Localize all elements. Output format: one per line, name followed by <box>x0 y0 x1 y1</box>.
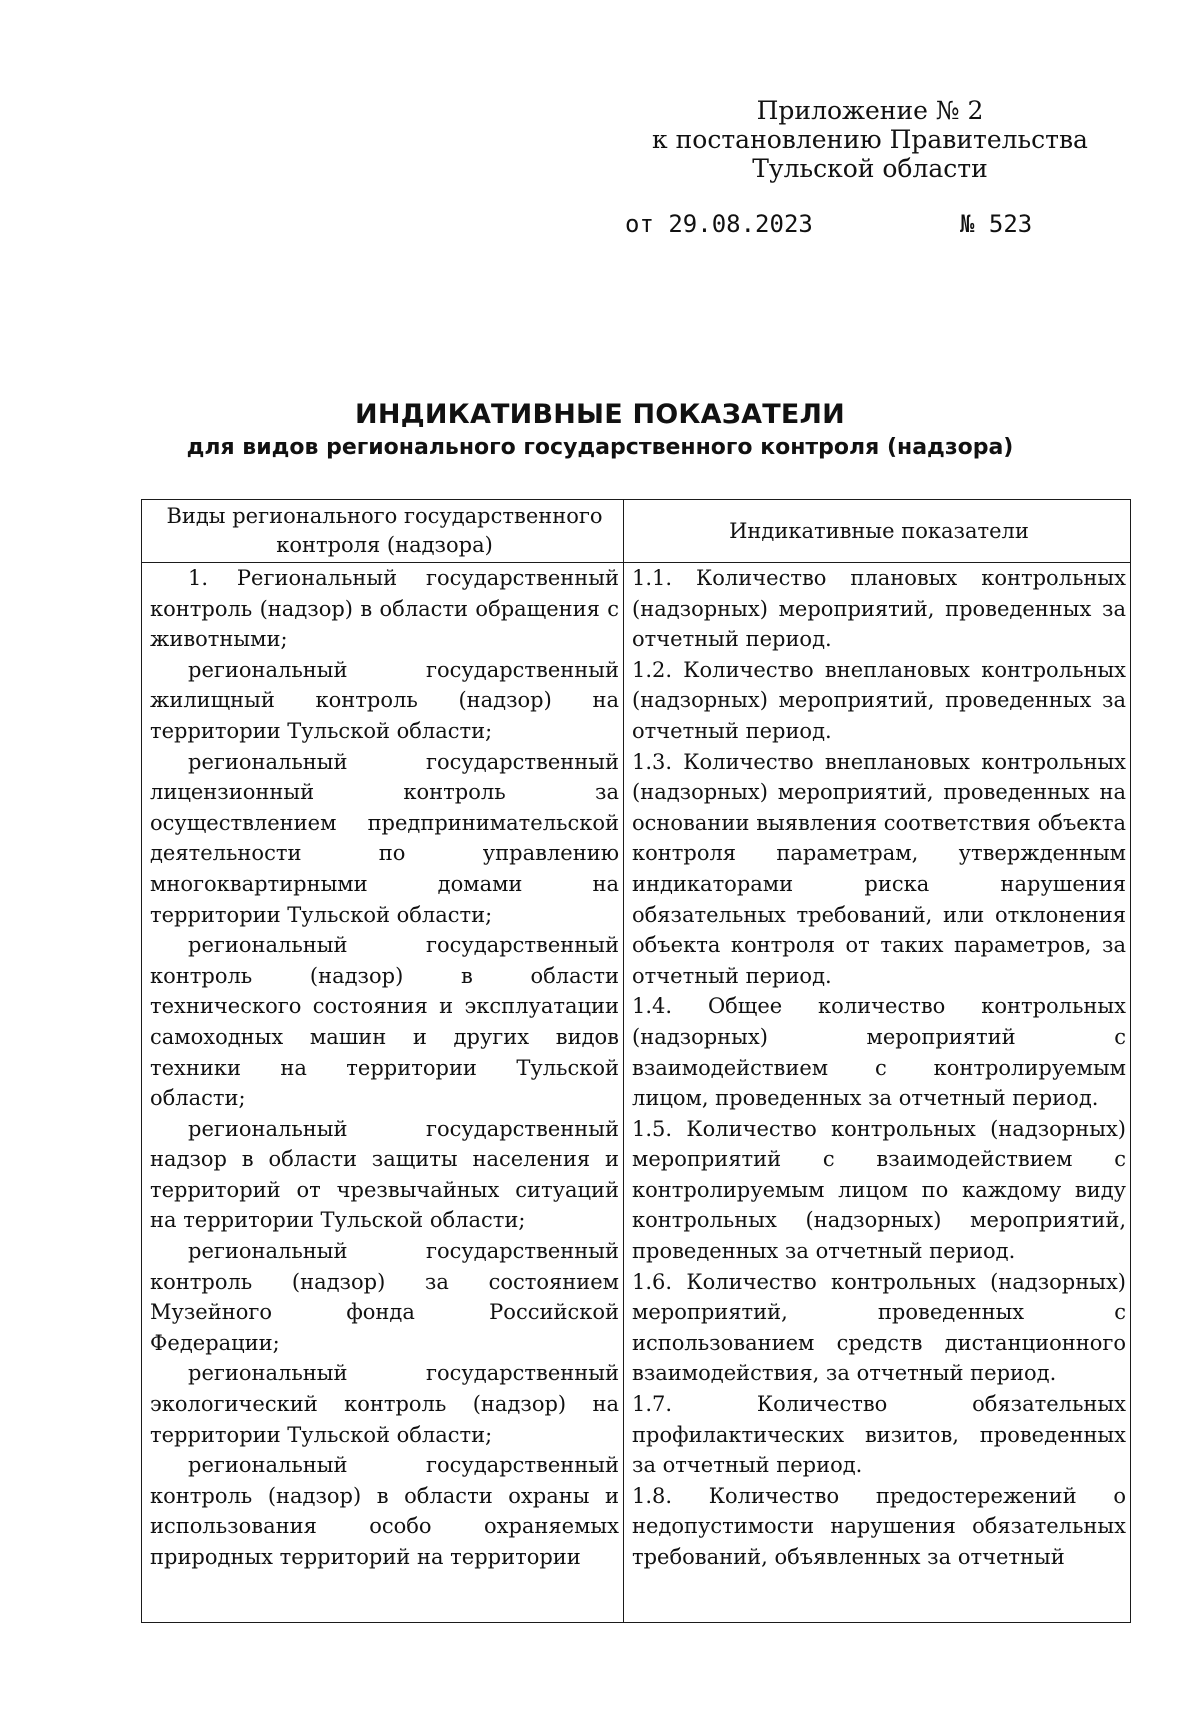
indicator-item: 1.5. Количество контрольных (надзорных) мероприятий с взаимодействием с контролируемым лицом по каждому виду контрольных (надзорных) мероприятий, проведенных за отчетный период. <box>632 1116 1126 1264</box>
control-type-item: региональный государственный контроль (надзор) в области охраны и использования особо охраняемых природных территорий на территории <box>150 1453 619 1569</box>
appendix-line: Приложение № 2 <box>756 96 984 125</box>
indicators-cell <box>624 563 1131 1623</box>
appendix-header <box>620 96 1120 183</box>
control-type-item: 1. Региональный государственный контроль (надзор) в области обращения с животными; <box>150 566 619 652</box>
resolution-date: от 29.08.2023 <box>625 210 813 238</box>
indicator-item: 1.8. Количество предостережений о недопустимости нарушения обязательных требований, объявленных за отчетный <box>632 1483 1126 1569</box>
table-row <box>142 563 1131 1623</box>
control-type-item: региональный государственный лицензионный контроль за осуществлением предпринимательской деятельности по управлению многоквартирными домами на территории Тульской области; <box>150 749 619 927</box>
indicator-item: 1.3. Количество внеплановых контрольных (надзорных) мероприятий, проведенных на основании выявления соответствия объекта контроля параметрам, утвержденным индикаторами риска нарушения обязательных требований, или отклонения объекта контроля от таких параметров, за отчетный период. <box>632 749 1126 988</box>
indicator-item: 1.2. Количество внеплановых контрольных (надзорных) мероприятий, проведенных за отчетный период. <box>632 657 1126 743</box>
indicators-table <box>141 499 1131 1623</box>
document-title: ИНДИКАТИВНЫЕ ПОКАЗАТЕЛИ <box>355 399 845 430</box>
control-type-item: региональный государственный контроль (надзор) в области технического состояния и эксплуатации самоходных машин и других видов техники на территории Тульской области; <box>150 933 619 1111</box>
control-type-item: региональный государственный жилищный контроль (надзор) на территории Тульской области; <box>150 657 619 743</box>
document-subtitle: для видов регионального государственного контроля (надзора) <box>186 435 1014 460</box>
control-types-cell <box>142 563 624 1623</box>
table-header-row <box>142 500 1131 563</box>
indicator-item: 1.7. Количество обязательных профилактических визитов, проведенных за отчетный период. <box>632 1392 1126 1478</box>
indicator-item: 1.1. Количество плановых контрольных (надзорных) мероприятий, проведенных за отчетный период. <box>632 566 1126 652</box>
resolution-number: № 523 <box>960 210 1033 238</box>
control-type-item: региональный государственный контроль (надзор) за состоянием Музейного фонда Российской Федерации; <box>150 1239 619 1355</box>
appendix-line: Тульской области <box>752 154 988 183</box>
indicator-item: 1.4. Общее количество контрольных (надзорных) мероприятий с взаимодействием с контролируемым лицом, проведенных за отчетный период. <box>632 994 1126 1111</box>
indicator-item: 1.6. Количество контрольных (надзорных) мероприятий, проведенных с использованием средств дистанционного взаимодействия, за отчетный период. <box>632 1269 1126 1386</box>
control-type-item: региональный государственный экологический контроль (надзор) на территории Тульской области; <box>150 1361 619 1447</box>
control-type-item: региональный государственный надзор в области защиты населения и территорий от чрезвычайных ситуаций на территории Тульской области; <box>150 1116 619 1233</box>
header-indicators: Индикативные показатели <box>624 500 1131 563</box>
appendix-line: к постановлению Правительства <box>652 125 1088 154</box>
header-control-types: Виды регионального государственного контроля (надзора) <box>142 500 624 563</box>
registration-line <box>625 210 1065 240</box>
